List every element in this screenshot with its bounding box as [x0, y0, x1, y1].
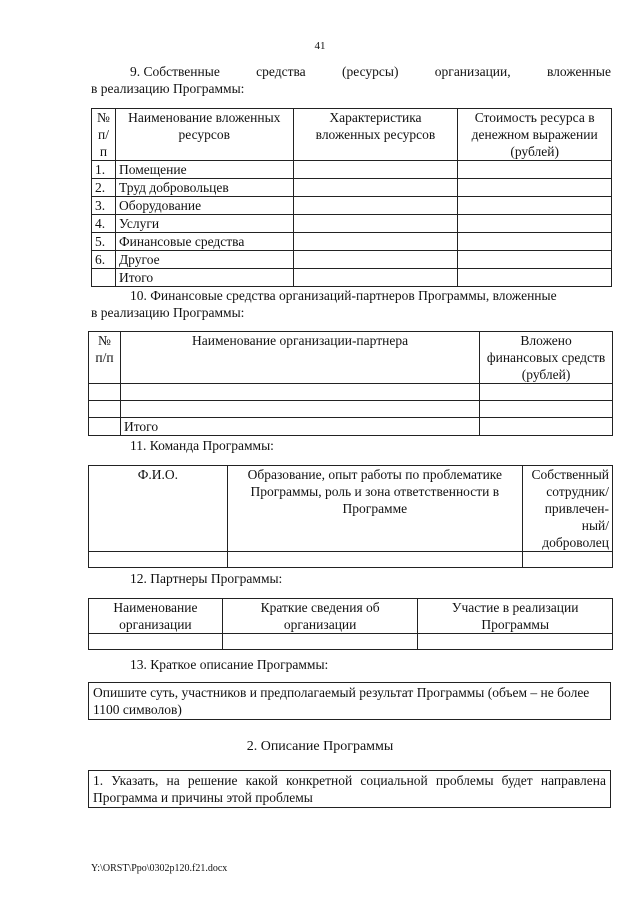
row-name: Труд добровольцев [115, 179, 293, 197]
cell-cost[interactable] [458, 161, 612, 179]
problem-description-box[interactable]: 1. Указать, на решение какой конкретной социальной проблемы будет направлена Программа и причины этой проблемы [88, 770, 611, 808]
cell-num[interactable] [89, 401, 121, 418]
row-name: Оборудование [115, 197, 293, 215]
col-header-invested: Вложено финансовых средств (рублей) [480, 332, 613, 384]
table-row [92, 179, 612, 197]
cell-invested[interactable] [480, 418, 613, 436]
row-num: 3. [92, 197, 116, 215]
team-table [88, 465, 613, 568]
cell-characteristic[interactable] [293, 215, 458, 233]
s9-word-3: (ресурсы) [342, 64, 399, 79]
s9-word-1: 9. Собственные [130, 64, 220, 79]
table-row [92, 197, 612, 215]
table-row [92, 215, 612, 233]
cell-education[interactable] [227, 552, 522, 568]
col-header-partner-name: Наименование организации-партнера [120, 332, 479, 384]
row-num: 4. [92, 215, 116, 233]
row-name: Помещение [115, 161, 293, 179]
resources-header-row [92, 109, 612, 161]
col-header-education: Образование, опыт работы по проблематике Программы, роль и зона ответственности в Программе [227, 466, 522, 552]
program-summary-box[interactable]: Опишите суть, участников и предполагаемый результат Программы (объем – не более 1100 символов) [88, 682, 611, 720]
total-label: Итого [120, 418, 479, 436]
total-row [92, 269, 612, 287]
table-row [89, 401, 613, 418]
row-name: Финансовые средства [115, 233, 293, 251]
cell-characteristic[interactable] [293, 251, 458, 269]
cell-invested[interactable] [480, 384, 613, 401]
table-row [92, 233, 612, 251]
col-header-num: № п/п [89, 332, 121, 384]
resources-table [91, 108, 612, 287]
s9-word-2: средства [256, 64, 306, 79]
cell-partner-name[interactable] [120, 401, 479, 418]
s9-word-4: организации, [434, 64, 511, 79]
section9-intro-line1 [91, 63, 611, 80]
footer-file-path: Y:\ORST\Ppo\0302p120.f21.docx [91, 863, 228, 874]
row-name: Итого [115, 269, 293, 287]
section11-title: 11. Команда Программы: [130, 438, 274, 453]
partner-funds-header-row [89, 332, 613, 384]
row-num: 5. [92, 233, 116, 251]
cell-cost[interactable] [458, 215, 612, 233]
cell-characteristic[interactable] [293, 179, 458, 197]
cell-characteristic[interactable] [293, 161, 458, 179]
section12-title: 12. Партнеры Программы: [130, 571, 283, 586]
cell-num[interactable] [89, 418, 121, 436]
section13-title: 13. Краткое описание Программы: [130, 657, 329, 672]
total-row [89, 418, 613, 436]
col-header-org-name: Наименование организации [89, 599, 223, 634]
col-header-participation: Участие в реализации Программы [418, 599, 613, 634]
partners-header-row [89, 599, 613, 634]
team-header-row [89, 466, 613, 552]
row-num [92, 269, 116, 287]
partner-funds-table [88, 331, 613, 436]
row-name: Услуги [115, 215, 293, 233]
cell-status[interactable] [523, 552, 613, 568]
table-row [92, 161, 612, 179]
cell-cost[interactable] [458, 179, 612, 197]
cell-org-info[interactable] [222, 634, 418, 650]
col-header-resource-name: Наименование вложенных ресурсов [115, 109, 293, 161]
cell-cost[interactable] [458, 233, 612, 251]
cell-characteristic[interactable] [293, 269, 458, 287]
cell-num[interactable] [89, 384, 121, 401]
col-header-status: Собственный сотрудник/ привлечен-ный/ доброволец [523, 466, 613, 552]
col-header-org-info: Краткие сведения об организации [222, 599, 418, 634]
cell-characteristic[interactable] [293, 233, 458, 251]
cell-fio[interactable] [89, 552, 228, 568]
row-num: 6. [92, 251, 116, 269]
section10-intro-line1: 10. Финансовые средства организаций-партнеров Программы, вложенные [130, 288, 557, 303]
row-num: 2. [92, 179, 116, 197]
col-header-num: № п/п [92, 109, 116, 161]
col-header-characteristic: Характеристика вложенных ресурсов [293, 109, 458, 161]
s9-word-5: вложенные [546, 64, 611, 79]
table-row [92, 251, 612, 269]
table-row [89, 384, 613, 401]
section10-intro-line2: в реализацию Программы: [91, 305, 245, 320]
cell-participation[interactable] [418, 634, 613, 650]
cell-invested[interactable] [480, 401, 613, 418]
partners-table [88, 598, 613, 650]
cell-cost[interactable] [458, 269, 612, 287]
cell-cost[interactable] [458, 197, 612, 215]
page-number: 41 [314, 40, 326, 52]
col-header-fio: Ф.И.О. [89, 466, 228, 552]
row-name: Другое [115, 251, 293, 269]
part2-title: 2. Описание Программы [246, 739, 394, 754]
cell-characteristic[interactable] [293, 197, 458, 215]
col-header-cost: Стоимость ресурса в денежном выражении (рублей) [458, 109, 612, 161]
table-row [89, 552, 613, 568]
cell-cost[interactable] [458, 251, 612, 269]
cell-org-name[interactable] [89, 634, 223, 650]
table-row [89, 634, 613, 650]
cell-partner-name[interactable] [120, 384, 479, 401]
row-num: 1. [92, 161, 116, 179]
section9-intro-line2: в реализацию Программы: [91, 81, 245, 96]
